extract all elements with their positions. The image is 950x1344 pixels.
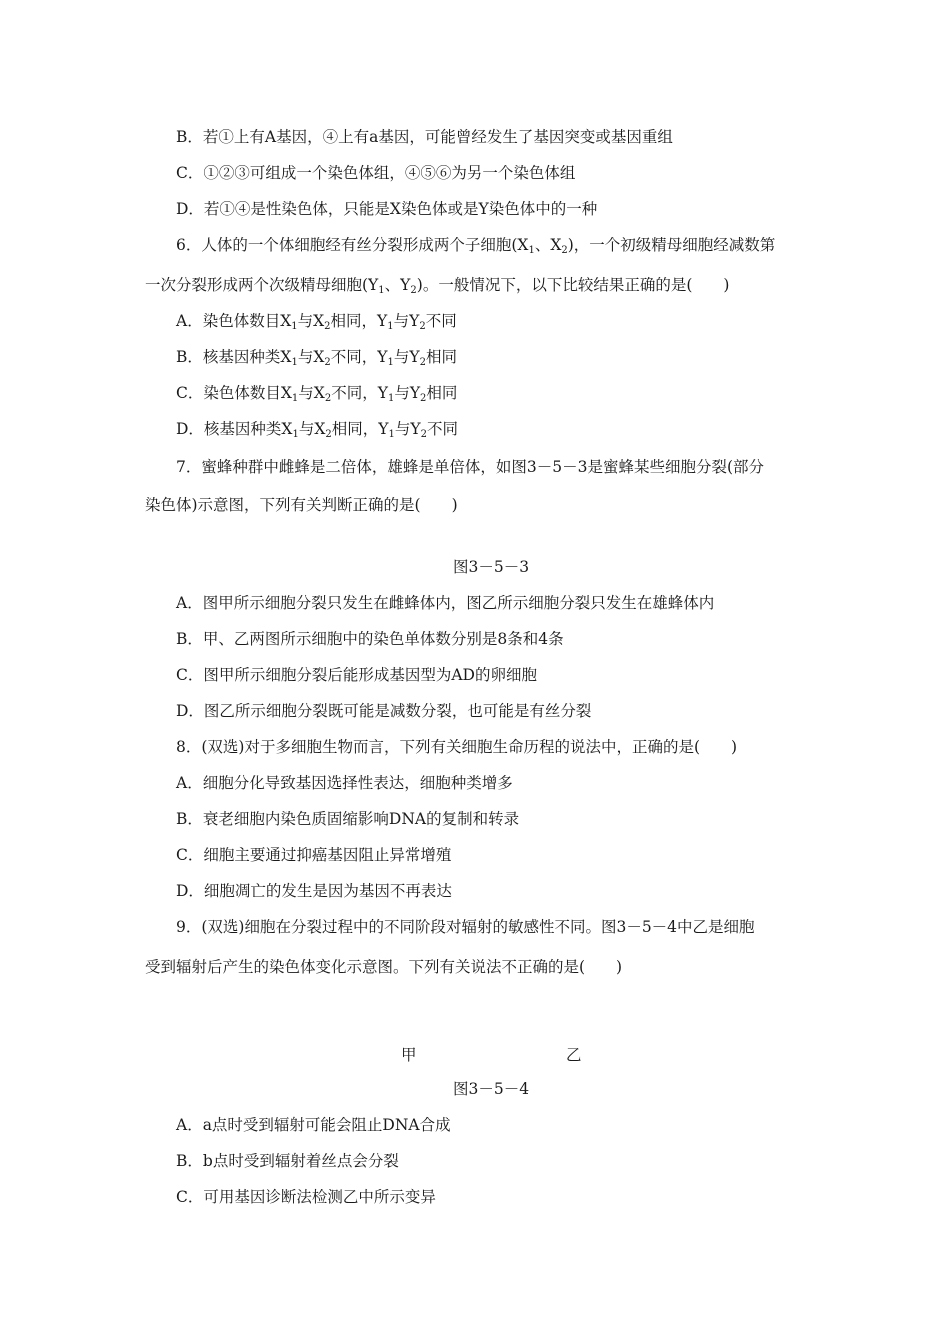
q7-option-a: A．图甲所示细胞分裂只发生在雌蜂体内，图乙所示细胞分裂只发生在雄蜂体内	[176, 594, 715, 612]
q6-option-d: D．核基因种类$X_1$与$X_2$相同，$Y_1$与$Y_2$不同	[176, 420, 458, 440]
q6-option-c: C．染色体数目$X_1$与$X_2$不同，$Y_1$与$Y_2$相同	[176, 384, 458, 404]
q7-stem-line2: 染色体)示意图，下列有关判断正确的是( )	[145, 496, 458, 514]
q6-option-a: A．染色体数目$X_1$与$X_2$相同，$Y_1$与$Y_2$不同	[176, 312, 457, 332]
q8-stem: 8．(双选)对于多细胞生物而言，下列有关细胞生命历程的说法中，正确的是( )	[176, 738, 738, 756]
q7-option-d: D．图乙所示细胞分裂既可能是减数分裂，也可能是有丝分裂	[176, 702, 592, 720]
q9-label-jia: 甲	[401, 1046, 417, 1064]
q9-option-a: A．a点时受到辐射可能会阻止DNA合成	[176, 1116, 451, 1134]
q9-stem-line2: 受到辐射后产生的染色体变化示意图。下列有关说法不正确的是( )	[145, 958, 623, 976]
q7-option-c: C．图甲所示细胞分裂后能形成基因型为AD的卵细胞	[176, 666, 537, 684]
q8-option-b: B．衰老细胞内染色质固缩影响DNA的复制和转录	[176, 810, 520, 828]
q7-option-b: B．甲、乙两图所示细胞中的染色单体数分别是8条和4条	[176, 630, 564, 648]
q6-option-b: B．核基因种类$X_1$与$X_2$不同，$Y_1$与$Y_2$相同	[176, 348, 457, 368]
q6-stem-line2: 一次分裂形成两个次级精母细胞($Y_1$、$Y_2$)。一般情况下，以下比较结果正确的是( )	[145, 276, 730, 296]
q8-option-c: C．细胞主要通过抑癌基因阻止异常增殖	[176, 846, 452, 864]
q5-option-b: B．若①上有A基因，④上有a基因，可能曾经发生了基因突变或基因重组	[176, 128, 673, 146]
q9-stem-line1: 9．(双选)细胞在分裂过程中的不同阶段对辐射的敏感性不同。图3－5－4中乙是细胞	[176, 918, 755, 936]
q7-figure-caption: 图3－5－3	[453, 558, 530, 576]
q8-option-d: D．细胞凋亡的发生是因为基因不再表达	[176, 882, 452, 900]
q7-stem-line1: 7．蜜蜂种群中雌蜂是二倍体，雄蜂是单倍体，如图3－5－3是蜜蜂某些细胞分裂(部分	[176, 458, 764, 476]
q9-label-yi: 乙	[566, 1046, 582, 1064]
q8-option-a: A．细胞分化导致基因选择性表达，细胞种类增多	[176, 774, 513, 792]
q6-stem-line1: 6．人体的一个体细胞经有丝分裂形成两个子细胞($X_1$、$X_2$)，一个初级精母细胞经减数第	[176, 236, 776, 256]
q5-option-c: C．①②③可组成一个染色体组，④⑤⑥为另一个染色体组	[176, 164, 576, 182]
q9-figure-caption: 图3－5－4	[453, 1080, 530, 1098]
q9-option-b: B．b点时受到辐射着丝点会分裂	[176, 1152, 399, 1170]
q9-option-c: C．可用基因诊断法检测乙中所示变异	[176, 1188, 436, 1206]
q5-option-d: D．若①④是性染色体，只能是X染色体或是Y染色体中的一种	[176, 200, 598, 218]
